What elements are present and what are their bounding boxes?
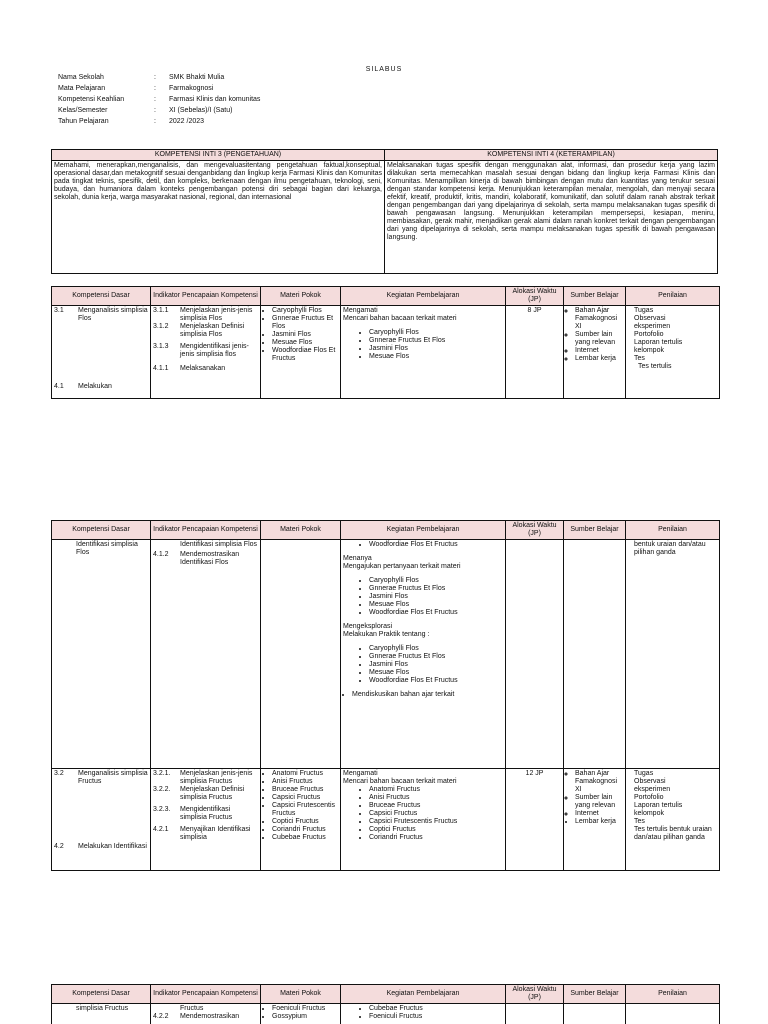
- penilaian-cell: [626, 306, 720, 399]
- info-row-year: [58, 117, 260, 128]
- penilaian-item: Tugas: [634, 770, 654, 777]
- header-kompetensi-dasar: Kompetensi Dasar: [52, 287, 151, 306]
- indikator-number: 4.1.1: [153, 365, 169, 372]
- indikator-text: Menjelaskan Definisi simplisia Fructus: [180, 786, 245, 801]
- penilaian-item: kelompok: [634, 347, 664, 354]
- kegiatan-sub: Mencari bahan bacaan terkait materi: [343, 778, 457, 785]
- info-label: Nama Sekolah: [58, 74, 104, 81]
- indikator-item: [153, 826, 258, 842]
- info-sep: :: [154, 85, 156, 92]
- kegiatan-item: • Capsici Fructus: [369, 810, 503, 818]
- kegiatan-cell: [341, 1004, 506, 1024]
- school-info: [58, 73, 260, 128]
- kegiatan-item: • Jasmini Flos: [369, 661, 503, 669]
- kd-text: Melakukan: [78, 383, 112, 390]
- penilaian-item: Observasi: [634, 315, 666, 322]
- indikator-text: Menyajikan Identifikasi simplisia: [180, 826, 251, 841]
- kd-item: [54, 843, 148, 851]
- penilaian-item: Tes: [634, 355, 645, 362]
- info-row-class: [58, 106, 260, 117]
- kd-item: [54, 770, 148, 786]
- indikator-item: [153, 806, 258, 822]
- header-alokasi-waktu: Alokasi Waktu (JP): [506, 985, 564, 1004]
- indikator-number: 4.1.2: [153, 551, 169, 558]
- sumber-item: ◦ Lembar kerja: [575, 355, 623, 363]
- indikator-text: Menjelaskan jenis-jenis simplisia Flos: [180, 307, 253, 322]
- materi-item: • Anisi Fructus: [272, 778, 338, 786]
- header-indikator: Indikator Pencapaian Kompetensi: [151, 287, 261, 306]
- indikator-text: Menjelaskan jenis-jenis simplisia Fructus: [180, 770, 253, 785]
- alokasi-cell: [506, 540, 564, 769]
- kegiatan-item: • Anatomi Fructus: [369, 786, 503, 794]
- kegiatan-cell: [341, 306, 506, 399]
- sumber-item: ◦ Sumber lain yang relevan: [575, 331, 623, 347]
- header-alokasi-waktu: Alokasi Waktu (JP): [506, 287, 564, 306]
- kegiatan-title: Mengamati: [343, 770, 378, 777]
- header-penilaian: Penilaian: [626, 287, 720, 306]
- kegiatan-cell: [341, 769, 506, 871]
- indikator-text: Fructus: [180, 1005, 204, 1012]
- materi-item: • Bruceae Fructus: [272, 786, 338, 794]
- header-materi-pokok: Materi Pokok: [261, 287, 341, 306]
- indikator-text: Identifikasi simplisia Flos: [180, 541, 258, 548]
- info-sep: :: [154, 74, 156, 81]
- indikator-number: 4.2.2: [153, 1013, 169, 1020]
- header-materi-pokok: Materi Pokok: [261, 985, 341, 1004]
- materi-item: • Anatomi Fructus: [272, 770, 338, 778]
- kd-cell: simplisia Fructus: [52, 1004, 151, 1024]
- kd-number: 4.2: [54, 843, 64, 850]
- sumber-cell: [564, 306, 626, 399]
- header-kompetensi-dasar: Kompetensi Dasar: [52, 985, 151, 1004]
- kd-number: 3.1: [54, 307, 64, 314]
- indikator-item: [153, 770, 258, 786]
- kegiatan-item: • Bruceae Fructus: [369, 802, 503, 810]
- kegiatan-item: • Coriandri Fructus: [369, 834, 503, 842]
- header-materi-pokok: Materi Pokok: [261, 521, 341, 540]
- alokasi-cell: 12 JP: [506, 769, 564, 871]
- alokasi-cell: [506, 1004, 564, 1024]
- kegiatan-item: • Jasmini Flos: [369, 345, 503, 353]
- ki4-header: KOMPETENSI INTI 4 (KETERAMPILAN): [385, 150, 718, 161]
- info-sep: :: [154, 107, 156, 114]
- kegiatan-sub: Melakukan Praktik tentang :: [343, 631, 430, 638]
- penilaian-item: Laporan tertulis: [634, 339, 683, 346]
- kegiatan-cell: [341, 540, 506, 769]
- info-row-subject: [58, 84, 260, 95]
- info-row-school: [58, 73, 260, 84]
- info-sep: :: [154, 96, 156, 103]
- header-indikator: Indikator Pencapaian Kompetensi: [151, 985, 261, 1004]
- ki-table: [51, 149, 718, 274]
- penilaian-item: Observasi: [634, 778, 666, 785]
- materi-item: • Foeniculi Fructus: [272, 1005, 338, 1013]
- syllabus-table-1: [51, 286, 720, 399]
- kd-text: Menganalisis simplisia Fructus: [78, 770, 148, 785]
- kegiatan-item: • Coptici Fructus: [369, 826, 503, 834]
- kegiatan-item: • Jasmini Flos: [369, 593, 503, 601]
- kd-cell: [52, 769, 151, 871]
- materi-item: • Woodfordiae Flos Et Fructus: [272, 347, 338, 363]
- indikator-number: 3.2.2.: [153, 786, 171, 793]
- materi-item: • Caryophylli Flos: [272, 307, 338, 315]
- indikator-cell: [151, 540, 261, 769]
- kegiatan-sub: Mengajukan pertanyaan terkait materi: [343, 563, 461, 570]
- penilaian-cell: [626, 769, 720, 871]
- kegiatan-item: • Mesuae Flos: [369, 353, 503, 361]
- kd-text: Menganalisis simplisia Flos: [78, 307, 148, 322]
- indikator-text: Menjelaskan Definisi simplisia Flos: [180, 323, 245, 338]
- info-label: Kelas/Semester: [58, 107, 108, 114]
- kd-item: [54, 307, 148, 323]
- indikator-item: [153, 365, 258, 373]
- kegiatan-item: • Mendiskusikan bahan ajar terkait: [352, 691, 503, 699]
- indikator-cell: [151, 306, 261, 399]
- penilaian-item: Portofolio: [634, 794, 664, 801]
- sumber-cell: [564, 1004, 626, 1024]
- header-kompetensi-dasar: Kompetensi Dasar: [52, 521, 151, 540]
- indikator-item: [153, 551, 258, 567]
- info-label: Kompetensi Keahlian: [58, 96, 125, 103]
- materi-item: • Cubebae Fructus: [272, 834, 338, 842]
- sumber-item: ◦ Internet: [575, 810, 623, 818]
- sumber-cell: [564, 769, 626, 871]
- penilaian-item: kelompok: [634, 810, 664, 817]
- indikator-text: Mengidentifikasi jenis-jenis simplisia flos: [180, 343, 249, 358]
- penilaian-item: Tugas: [634, 307, 654, 314]
- header-penilaian: Penilaian: [626, 985, 720, 1004]
- header-kegiatan: Kegiatan Pembelajaran: [341, 985, 506, 1004]
- kegiatan-item: • Anisi Fructus: [369, 794, 503, 802]
- table-3-clip: [51, 984, 721, 1024]
- header-sumber-belajar: Sumber Belajar: [564, 287, 626, 306]
- kegiatan-item: • Capsici Frutescentis Fructus: [369, 818, 503, 826]
- materi-item: • Capsici Fructus: [272, 794, 338, 802]
- sumber-cell: [564, 540, 626, 769]
- penilaian-item: Tes tertulis: [638, 363, 672, 370]
- syllabus-table-2: [51, 520, 720, 871]
- sumber-item: ◦ Bahan Ajar Famakognosi XI: [575, 307, 623, 331]
- indikator-number: 3.2.3.: [153, 806, 171, 813]
- penilaian-cell: bentuk uraian dan/atau pilihan ganda: [626, 540, 720, 769]
- indikator-cell: [151, 769, 261, 871]
- indikator-item: [153, 1005, 258, 1013]
- kegiatan-sub: Mencari bahan bacaan terkait materi: [343, 315, 457, 322]
- info-value: Farmasi Klinis dan komunitas: [169, 96, 261, 103]
- info-label: Mata Pelajaran: [58, 85, 106, 92]
- materi-item: • Coptici Fructus: [272, 818, 338, 826]
- indikator-item: [153, 786, 258, 802]
- kegiatan-item: • Gnnerae Fructus Et Flos: [369, 585, 503, 593]
- info-value: 2022 /2023: [169, 118, 205, 125]
- indikator-item: [153, 323, 258, 339]
- indikator-text: Mendemostrasikan: [180, 1013, 240, 1020]
- materi-item: • Mesuae Flos: [272, 339, 338, 347]
- kd-text: Melakukan Identifikasi: [78, 843, 147, 850]
- sumber-item: ◦ Internet: [575, 347, 623, 355]
- penilaian-item: eksperimen: [634, 323, 671, 330]
- penilaian-item: Portofolio: [634, 331, 664, 338]
- kegiatan-item: • Caryophylli Flos: [369, 329, 503, 337]
- materi-cell: [261, 306, 341, 399]
- header-sumber-belajar: Sumber Belajar: [564, 521, 626, 540]
- kegiatan-item: • Woodfordiae Flos Et Fructus: [369, 609, 503, 617]
- kegiatan-item: • Cubebae Fructus: [369, 1005, 503, 1013]
- indikator-item: [153, 541, 258, 549]
- indikator-item: [153, 307, 258, 323]
- document-title: SILABUS: [365, 66, 403, 73]
- ki3-header: KOMPETENSI INTI 3 (PENGETAHUAN): [52, 150, 385, 161]
- kd-number: 4.1: [54, 383, 64, 390]
- penilaian-item: Tes tertulis bentuk uraian dan/atau pilihan ganda: [634, 826, 712, 841]
- header-kegiatan: Kegiatan Pembelajaran: [341, 521, 506, 540]
- indikator-number: 3.2.1.: [153, 770, 171, 777]
- kegiatan-item: • Gnnerae Fructus Et Flos: [369, 337, 503, 345]
- indikator-text: Mendemostrasikan Identifikasi Flos: [180, 551, 240, 566]
- info-row-program: [58, 95, 260, 106]
- penilaian-cell: [626, 1004, 720, 1024]
- indikator-number: 3.1.3: [153, 343, 169, 350]
- penilaian-item: Tes: [634, 818, 645, 825]
- info-value: XI (Sebelas)/I (Satu): [169, 107, 233, 114]
- info-value: Farmakognosi: [169, 85, 214, 92]
- materi-cell: [261, 769, 341, 871]
- kegiatan-title: Mengeksplorasi: [343, 623, 393, 630]
- kegiatan-item: • Woodfordiae Flos Et Fructus: [369, 677, 503, 685]
- kegiatan-item: • Foeniculi Fructus: [369, 1013, 503, 1021]
- ki3-text: Memahami, menerapkan,menganalisis, dan mengevaluasitentang pengetahuan faktual,konseptual, operasional dasar,dan metakognitif sesuai denganbidang dan lingkup kerja Farmasi Klinis dan Komunitas pada tingkat teknis, spesifik, detil, dan kompleks, berkenaan dengan ilmu pengetahuan, teknologi, seni, budaya, dan humaniora dalam konteks pengembangan potensi diri sebagai bagian dari keluarga, sekolah, dunia kerja, warga masyarakat nasional, regional, dan internasional: [52, 161, 385, 274]
- sumber-item: ◦ Bahan Ajar Famakognosi XI: [575, 770, 623, 794]
- kegiatan-item: • Mesuae Flos: [369, 669, 503, 677]
- sumber-item: ◦ Sumber lain yang relevan: [575, 794, 623, 810]
- ki4-text: Melaksanakan tugas spesifik dengan menggunakan alat, informasi, dan prosedur kerja yang lazim dilakukan serta memecahkan masalah sesuai dengan bidang dan lingkup kerja Farmasi Klinis dan Komunitas. Menampilkan kinerja di bawah bimbingan dengan mutu dan kuantitas yang terukur sesuai dengan standar kompetensi kerja. Menunjukkan keterampilan menalar, mengolah, dan menyaji secara efektif, kreatif, produktif, kritis, mandiri, kolaboratif, komunikatif, dan solutif dalam ranah abstrak terkait dengan pengembangan dari yang dipelajarinya di sekolah, serta mampu melaksanakan tugas spesifik di bawah pengawasan langsung. Menunjukkan keterampilan mempersepsi, kesiapan, meniru, membiasakan, gerak mahir, menjadikan gerak alami dalam ranah konkret terkait dengan pengembangan dari yang dipelajarinya di sekolah, serta mampu melaksanakan tugas spesifik di bawah pengawasan langsung.: [385, 161, 718, 274]
- kegiatan-item: • Woodfordiae Flos Et Fructus: [369, 541, 503, 549]
- info-label: Tahun Pelajaran: [58, 118, 109, 125]
- kegiatan-title: Mengamati: [343, 307, 378, 314]
- alokasi-cell: 8 JP: [506, 306, 564, 399]
- indikator-number: 4.2.1: [153, 826, 169, 833]
- materi-item: • Gnnerae Fructus Et Flos: [272, 315, 338, 331]
- indikator-cell: [151, 1004, 261, 1024]
- kd-item: [54, 383, 148, 391]
- indikator-item: [153, 1013, 258, 1021]
- indikator-text: Melaksanakan: [180, 365, 226, 372]
- materi-cell: [261, 1004, 341, 1024]
- kegiatan-item: • Gnnerae Fructus Et Flos: [369, 653, 503, 661]
- kegiatan-title: Menanya: [343, 555, 372, 562]
- materi-cell: [261, 540, 341, 769]
- info-value: SMK Bhakti Mulia: [169, 74, 225, 81]
- indikator-item: [153, 343, 258, 359]
- kd-cell: Identifikasi simplisia Flos: [52, 540, 151, 769]
- indikator-number: 3.1.1: [153, 307, 169, 314]
- kd-cell: [52, 306, 151, 399]
- info-sep: :: [154, 118, 156, 125]
- materi-item: • Capsici Frutescentis Fructus: [272, 802, 338, 818]
- syllabus-table-3: [51, 984, 720, 1024]
- kegiatan-item: • Caryophylli Flos: [369, 577, 503, 585]
- header-penilaian: Penilaian: [626, 521, 720, 540]
- indikator-number: [153, 541, 180, 549]
- indikator-text: Mengidentifikasi simplisia Fructus: [180, 806, 233, 821]
- penilaian-item: Laporan tertulis: [634, 802, 683, 809]
- header-indikator: Indikator Pencapaian Kompetensi: [151, 521, 261, 540]
- sumber-item: • Lembar kerja: [575, 818, 623, 826]
- header-sumber-belajar: Sumber Belajar: [564, 985, 626, 1004]
- header-alokasi-waktu: Alokasi Waktu (JP): [506, 521, 564, 540]
- materi-item: • Gossypium: [272, 1013, 338, 1021]
- indikator-number: 3.1.2: [153, 323, 169, 330]
- materi-item: • Jasmini Flos: [272, 331, 338, 339]
- kegiatan-item: • Caryophylli Flos: [369, 645, 503, 653]
- kegiatan-item: • Mesuae Flos: [369, 601, 503, 609]
- kd-number: 3.2: [54, 770, 64, 777]
- header-kegiatan: Kegiatan Pembelajaran: [341, 287, 506, 306]
- penilaian-item: eksperimen: [634, 786, 671, 793]
- materi-item: • Coriandri Fructus: [272, 826, 338, 834]
